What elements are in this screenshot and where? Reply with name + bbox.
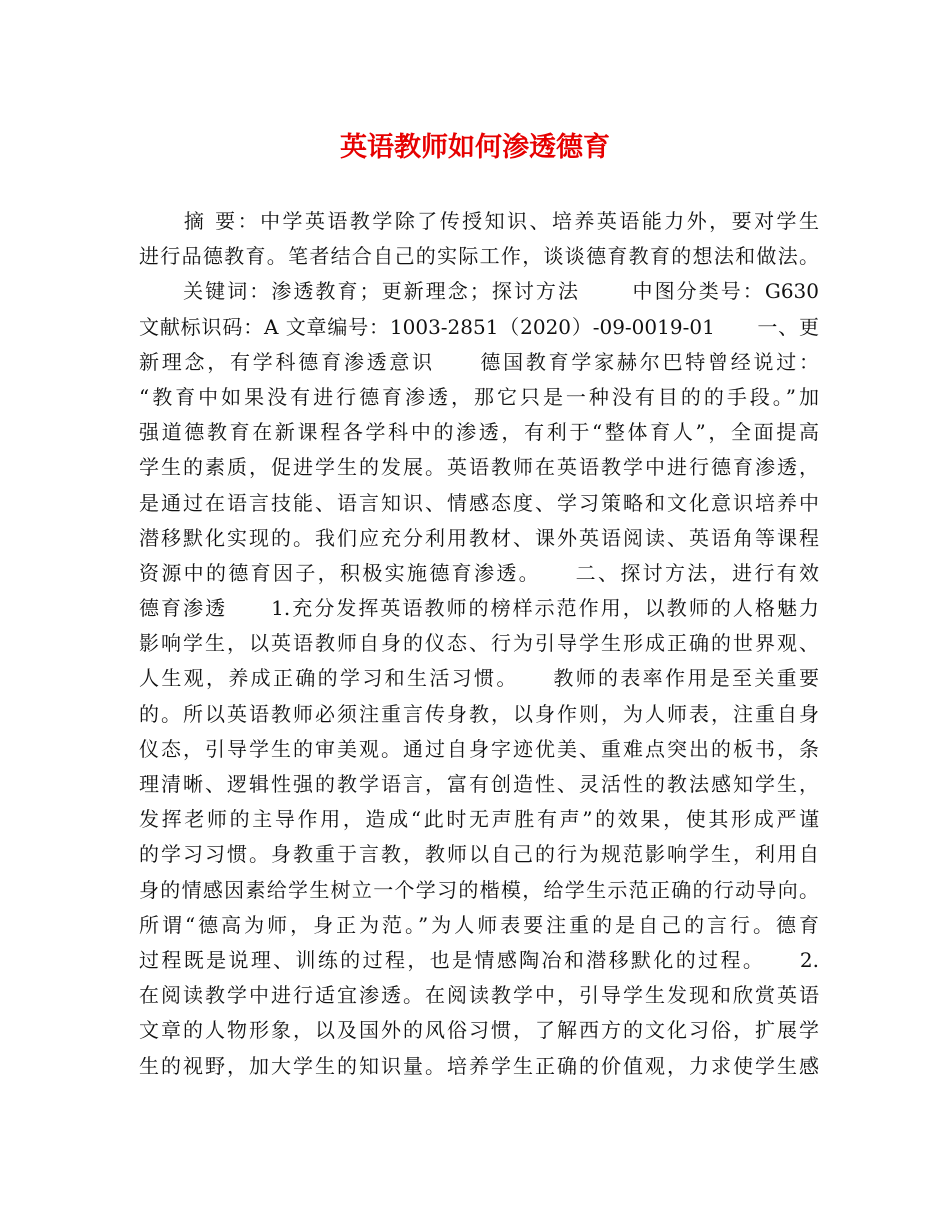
body-line: 文章的人物形象，以及国外的风俗习惯，了解西方的文化习俗，扩展学 [139, 1018, 819, 1043]
body-line: 发挥老师的主导作用，造成“此时无声胜有声”的效果，使其形成严谨 [139, 807, 819, 832]
body-line: 强道德教育在新课程各学科中的渗透，有利于“整体育人”，全面提高 [139, 420, 819, 445]
body-line: 德育渗透 1.充分发挥英语教师的榜样示范作用，以教师的人格魅力 [139, 596, 819, 621]
body-line: 在阅读教学中进行适宜渗透。在阅读教学中，引导学生发现和欣赏英语 [139, 983, 819, 1008]
body-line: 生的视野，加大学生的知识量。培养学生正确的价值观，力求使学生感 [139, 1053, 819, 1078]
body-line: 是通过在语言技能、语言知识、情感态度、学习策略和文化意识培养中 [139, 490, 819, 515]
body-line: 理清晰、逻辑性强的教学语言，富有创造性、灵活性的教法感知学生， [139, 772, 819, 796]
body-line: “教育中如果没有进行德育渗透，那它只是一种没有目的的手段。”加 [139, 384, 819, 409]
body-line: 过程既是说理、训练的过程，也是情感陶冶和潜移默化的过程。 2. [139, 947, 819, 972]
body-line: 仪态，引导学生的审美观。通过自身字迹优美、重难点突出的板书，条 [139, 736, 819, 761]
body-line: 人生观，养成正确的学习和生活习惯。 教师的表率作用是至关重要 [139, 666, 819, 691]
body-line: 关键词：渗透教育；更新理念；探讨方法 中图分类号：G630 [139, 279, 819, 304]
body-line: 身的情感因素给学生树立一个学习的楷模，给学生示范正确的行动导向。 [139, 877, 819, 902]
body-line: 摘 要：中学英语教学除了传授知识、培养英语能力外，要对学生 [139, 209, 819, 233]
body-line: 资源中的德育因子，积极实施德育渗透。 二、探讨方法，进行有效 [139, 560, 819, 585]
body-line: 学生的素质，促进学生的发展。英语教师在英语教学中进行德育渗透， [139, 455, 819, 480]
body-line: 所谓“德高为师，身正为范。”为人师表要注重的是自己的言行。德育 [139, 912, 819, 937]
body-line: 的。所以英语教师必须注重言传身教，以身作则，为人师表，注重自身 [139, 701, 819, 726]
body-line: 影响学生，以英语教师自身的仪态、行为引导学生形成正确的世界观、 [139, 631, 819, 656]
document-title: 英语教师如何渗透德育 [340, 132, 610, 163]
body-line: 的学习习惯。身教重于言教，教师以自己的行为规范影响学生，利用自 [139, 842, 819, 867]
body-line: 新理念，有学科德育渗透意识 德国教育学家赫尔巴特曾经说过： [139, 349, 819, 374]
body-line: 潜移默化实现的。我们应充分利用教材、课外英语阅读、英语角等课程 [139, 525, 819, 550]
body-line: 进行品德教育。笔者结合自己的实际工作，谈谈德育教育的想法和做法。 [139, 244, 819, 269]
document-body [139, 204, 819, 1084]
body-line: 文献标识码：A 文章编号：1003-2851（2020）-09-0019-01 一、更 [139, 314, 819, 339]
